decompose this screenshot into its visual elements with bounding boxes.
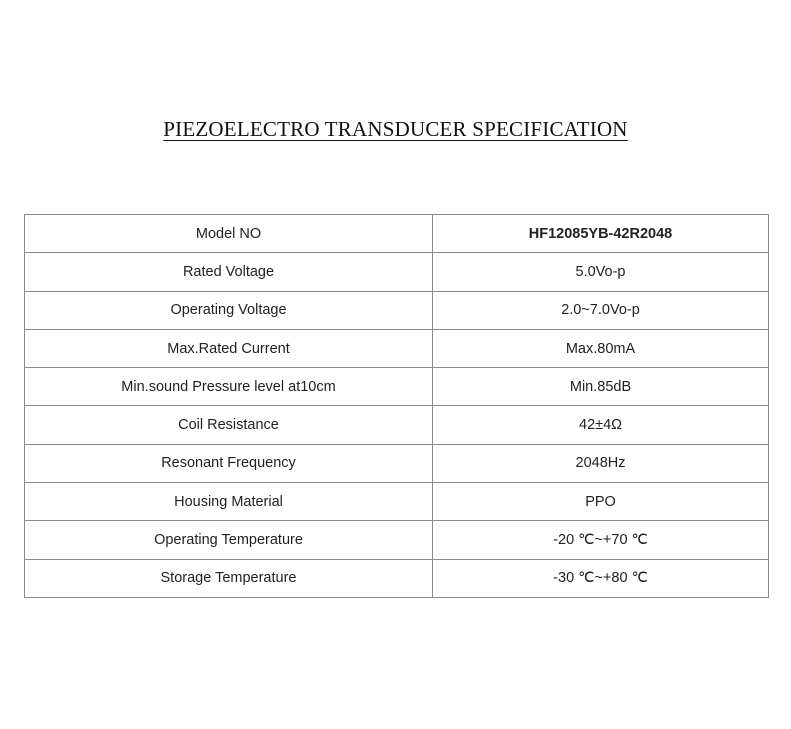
- table-row-operating-temperature: [25, 521, 769, 559]
- row-label: Operating Voltage: [25, 291, 433, 329]
- row-label: Housing Material: [25, 483, 433, 521]
- row-label: Resonant Frequency: [25, 444, 433, 482]
- table-row-resonant-frequency: [25, 444, 769, 482]
- table-row-model-no: [25, 215, 769, 253]
- table-row-sound-pressure: [25, 368, 769, 406]
- row-value: HF12085YB-42R2048: [433, 215, 769, 253]
- row-value: -30 ℃~+80 ℃: [433, 559, 769, 597]
- table-row-max-rated-current: [25, 329, 769, 367]
- row-label: Operating Temperature: [25, 521, 433, 559]
- row-value: Max.80mA: [433, 329, 769, 367]
- row-value: 2.0~7.0Vo-p: [433, 291, 769, 329]
- row-label: Min.sound Pressure level at10cm: [25, 368, 433, 406]
- row-value: 5.0Vo-p: [433, 253, 769, 291]
- table-row-operating-voltage: [25, 291, 769, 329]
- page-title-text: PIEZOELECTRO TRANSDUCER SPECIFICATION: [163, 117, 628, 141]
- table-row-storage-temperature: [25, 559, 769, 597]
- table-row-rated-voltage: [25, 253, 769, 291]
- row-label: Model NO: [25, 215, 433, 253]
- row-value: -20 ℃~+70 ℃: [433, 521, 769, 559]
- row-value: 42±4Ω: [433, 406, 769, 444]
- row-label: Rated Voltage: [25, 253, 433, 291]
- page-title: [0, 117, 791, 142]
- row-label: Storage Temperature: [25, 559, 433, 597]
- table-row-housing-material: [25, 483, 769, 521]
- row-value: Min.85dB: [433, 368, 769, 406]
- row-label: Coil Resistance: [25, 406, 433, 444]
- table-row-coil-resistance: [25, 406, 769, 444]
- row-value: 2048Hz: [433, 444, 769, 482]
- spec-table: [24, 214, 769, 598]
- row-value: PPO: [433, 483, 769, 521]
- row-label: Max.Rated Current: [25, 329, 433, 367]
